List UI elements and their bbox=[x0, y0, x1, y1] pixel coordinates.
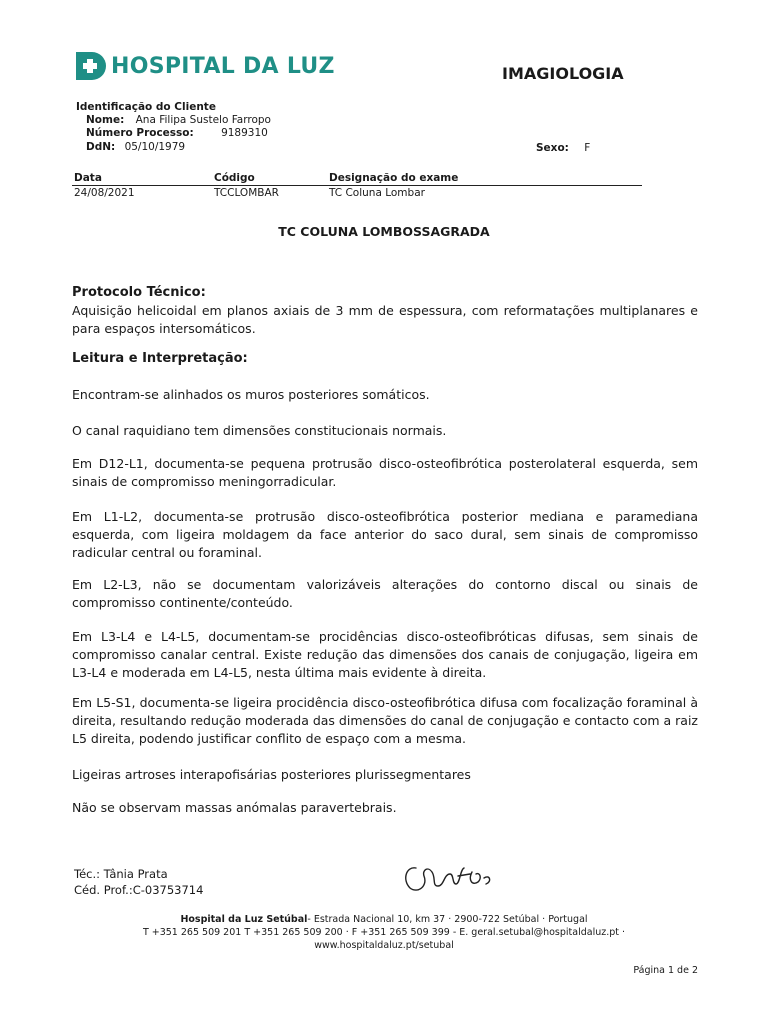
paragraph-3: Em D12-L1, documenta-se pequena protrusão disco-osteofibrótica posterolateral esquerda, sem sinais de compromisso meningorradicular. bbox=[72, 456, 698, 489]
page-number: Página 1 de 2 bbox=[633, 965, 698, 976]
footer-contacts: T +351 265 509 201 T +351 265 509 200 · F +351 265 509 399 - E. geral.setubal@hospitaldaluz.pt · bbox=[142, 927, 626, 938]
report-title: TC COLUNA LOMBOSSAGRADA bbox=[278, 224, 490, 239]
exam-description: TC Coluna Lombar bbox=[329, 187, 425, 199]
paragraph-2: O canal raquidiano tem dimensões constitucionais normais. bbox=[72, 423, 447, 438]
protocol-text: Aquisição helicoidal em planos axiais de 3 mm de espessura, com reformatações multiplanares e para espaços intersomáticos. bbox=[72, 303, 698, 336]
protocol-section bbox=[72, 284, 698, 338]
paragraph-9: Não se observam massas anómalas paravertebrais. bbox=[72, 800, 397, 815]
reading-heading: Leitura e Interpretação: bbox=[72, 351, 248, 366]
exam-date: 24/08/2021 bbox=[74, 187, 135, 199]
technician-line: Téc.: Tânia Prata bbox=[74, 867, 168, 881]
paragraph-6: Em L3-L4 e L4-L5, documentam-se procidências disco-osteofibróticas difusas, sem sinais de compromisso canalar central. Existe redução das dimensões dos canais de conjugação, ligeira em L3-L4 e moderada em L4-L5, nesta última mais evidente à direita. bbox=[72, 629, 698, 680]
client-section-label: Identificação do Cliente bbox=[76, 101, 216, 113]
hospital-logo bbox=[74, 50, 335, 82]
sex-value: F bbox=[584, 142, 591, 154]
client-dob-row bbox=[86, 141, 185, 154]
name-value: Ana Filipa Sustelo Farropo bbox=[135, 114, 271, 126]
footer-address-line bbox=[0, 914, 768, 926]
logo-text: HOSPITAL DA LUZ bbox=[111, 53, 335, 79]
signature-block bbox=[74, 866, 203, 898]
department-title: IMAGIOLOGIA bbox=[502, 64, 624, 83]
client-process-row bbox=[86, 127, 268, 140]
paragraph-7: Em L5-S1, documenta-se ligeira procidência disco-osteofibrótica difusa com focalização foraminal à direita, resultando redução moderada das dimensões do canal de conjugação e contacto com a raiz L5 direita, podendo justificar conflito de espaço com a mesma. bbox=[72, 695, 698, 746]
paragraph-1: Encontram-se alinhados os muros posteriores somáticos. bbox=[72, 387, 430, 402]
footer-address: - Estrada Nacional 10, km 37 · 2900-722 Setúbal · Portugal bbox=[307, 914, 588, 925]
col-header-date: Data bbox=[74, 172, 102, 184]
client-sex-row bbox=[536, 142, 590, 155]
paragraph-4: Em L1-L2, documenta-se protrusão disco-osteofibrótica posterior mediana e paramediana esquerda, com ligeira moldagem da face anterior do saco dural, sem sinais de compromisso radicular central ou foraminal. bbox=[72, 509, 698, 560]
col-header-description: Designação do exame bbox=[329, 172, 459, 184]
exam-code: TCCLOMBAR bbox=[214, 187, 279, 199]
paragraph-5: Em L2-L3, não se documentam valorizáveis alterações do contorno discal ou sinais de compromisso continente/conteúdo. bbox=[72, 577, 698, 610]
handwritten-signature bbox=[398, 856, 494, 898]
sex-label: Sexo: bbox=[536, 142, 569, 154]
professional-id-line: Céd. Prof.:C-03753714 bbox=[74, 883, 204, 897]
col-header-code: Código bbox=[214, 172, 255, 184]
protocol-heading: Protocolo Técnico: bbox=[72, 285, 206, 300]
table-divider bbox=[72, 185, 642, 186]
dob-label: DdN: bbox=[86, 141, 116, 153]
process-value: 9189310 bbox=[221, 127, 268, 139]
footer-hospital-name: Hospital da Luz Setúbal bbox=[180, 914, 308, 925]
name-label: Nome: bbox=[86, 114, 125, 126]
client-name-row bbox=[86, 114, 271, 127]
hospital-cross-icon bbox=[74, 50, 106, 82]
dob-value: 05/10/1979 bbox=[124, 141, 186, 153]
footer-website[interactable]: www.hospitaldaluz.pt/setubal bbox=[314, 940, 454, 951]
process-label: Número Processo: bbox=[86, 127, 194, 139]
paragraph-8: Ligeiras artroses interapofisárias posteriores plurissegmentares bbox=[72, 767, 471, 782]
